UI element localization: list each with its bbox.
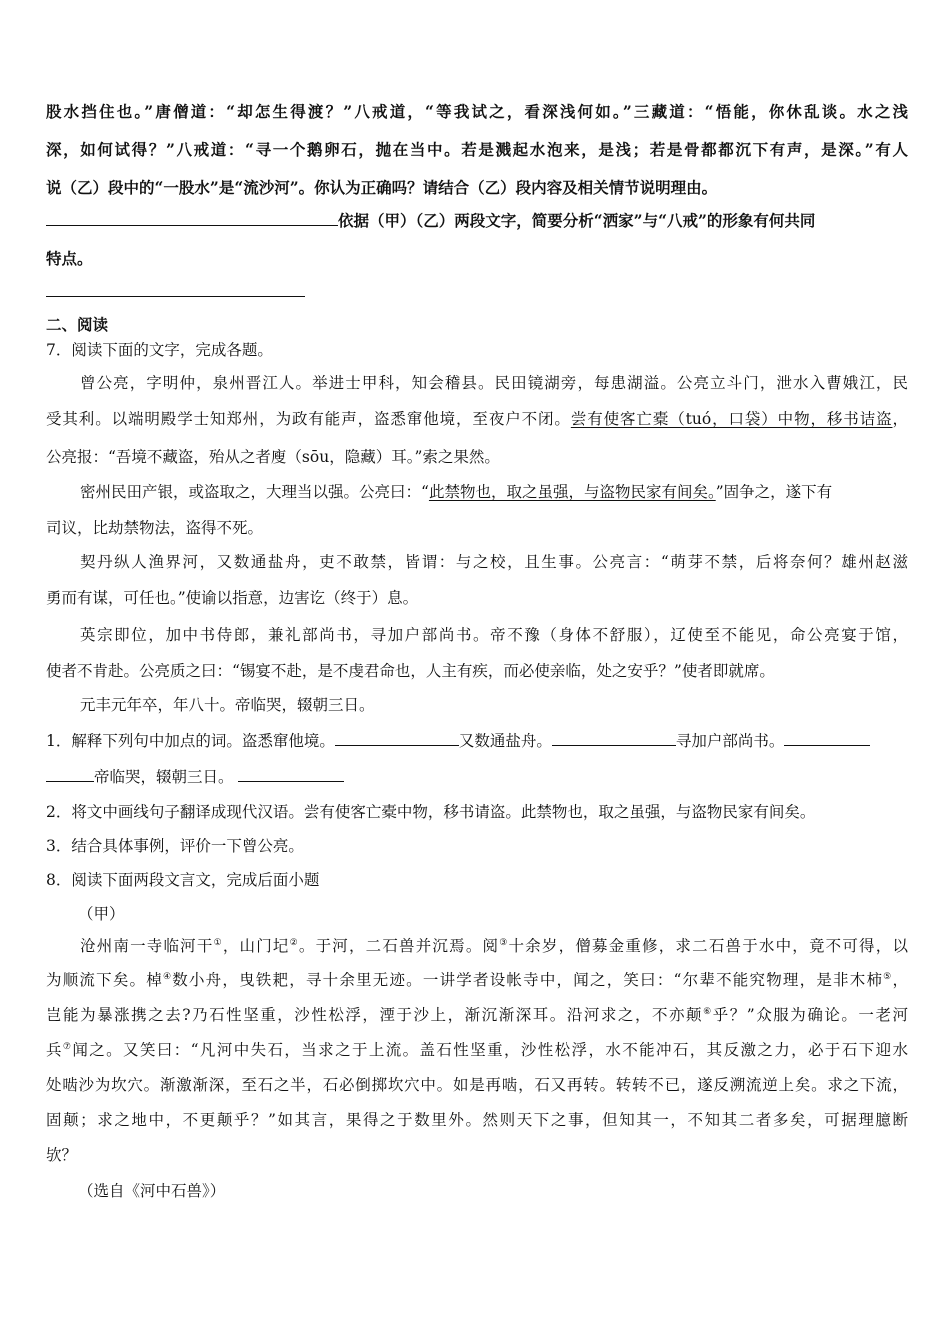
underlined-sentence: 此禁物也，取之虽强，与盗物民家有间矣。	[428, 483, 716, 501]
underlined-sentence: 尝有使客亡橐（tuó，口袋）中物，移书诘盗	[570, 410, 893, 428]
subquestion-3: 3．结合具体事例，评价一下曾公亮。	[46, 837, 304, 855]
passage-line	[46, 969, 908, 991]
passage-text: 沧州南一寺临河干	[80, 937, 214, 955]
passage-line: 司议，比劫禁物法，盗得不死。	[46, 519, 264, 537]
passage-text: 受其利。以端明殿学士知郑州，为政有能声，盗悉窜他境，至夜户不闭。	[46, 410, 571, 428]
footnote-marker: ④	[162, 971, 173, 982]
answer-blank[interactable]	[335, 729, 459, 746]
passage-text: 十余岁，僧募金重修，求二石兽于水中，竟不可得，以	[508, 937, 908, 955]
passage-text: 兵	[46, 1041, 63, 1059]
answer-blank[interactable]	[552, 729, 676, 746]
passage-text: 乎？”众服为确论。一老河	[712, 1006, 908, 1024]
footnote-marker: ②	[289, 937, 299, 948]
passage-text: 密州民田产银，或盗取之，大理当以强。公亮曰：“	[80, 483, 429, 501]
question-text: 寻加户部尚书。	[675, 732, 785, 750]
passage-line: 固颠；求之地中，不更颠乎？”如其言，果得之于数里外。然则天下之事，但知其一，不知其二者多矣，可据理臆断	[46, 1111, 908, 1129]
passage-line: 英宗即位，加中书侍郎，兼礼部尚书，寻加户部尚书。帝不豫（身体不舒服），辽使至不能见，命公亮宴于馆，	[80, 626, 908, 644]
text-line: 股水挡住也。”唐僧道：“却怎生得渡？”八戒道，“等我试之，看深浅何如。”三藏道：“悟能，你休乱谈。水之浅	[46, 102, 908, 121]
text-line: 说（乙）段中的“一股水”是“流沙河”。你认为正确吗？请结合（乙）段内容及相关情节说明理由。	[46, 178, 718, 197]
passage-line	[46, 408, 908, 430]
passage-text: 闻之。又笑曰：“凡河中失石，当求之于上流。盖石性坚重，沙性松浮，水不能冲石，其反激之力，必于石下迎水	[72, 1041, 908, 1059]
passage-text: ，	[892, 410, 908, 428]
section-heading: 二、阅读	[46, 315, 109, 334]
passage-text: 岂能为暴涨携之去?乃石性坚重，沙性松浮，湮于沙上，渐沉渐深耳。沿河求之，不亦颠	[46, 1006, 704, 1024]
passage-text: 为顺流下矣。棹	[46, 971, 163, 989]
answer-blank[interactable]	[46, 209, 338, 226]
passage-text: ”固争之，遂下有	[715, 483, 833, 501]
footnote-marker: ③	[499, 937, 509, 948]
passage-text: ，山门圮	[222, 937, 290, 955]
passage-line: 处啮沙为坎穴。渐激渐深，至石之半，石必倒掷坎穴中。如是再啮，石又再转。转转不已，遂反溯流逆上矣。求之下流，	[46, 1076, 908, 1094]
question-text: 又数通盐舟。	[458, 732, 552, 750]
passage-text: 数小舟，曳铁耙，寻十余里无迹。一讲学者设帐寺中，闻之，笑曰：“尔辈不能究物理，是非木柿	[172, 971, 884, 989]
passage-line: 元丰元年卒，年八十。帝临哭，辍朝三日。	[80, 696, 375, 714]
answer-blank[interactable]	[238, 765, 344, 782]
source-citation: （选自《河中石兽》）	[78, 1182, 226, 1200]
passage-line: 勇而有谋，可任也。”使谕以指意，边害讫（终于）息。	[46, 589, 419, 607]
question-intro: 8．阅读下面两段文言文，完成后面小题	[46, 871, 320, 889]
footnote-marker: ⑥	[703, 1006, 713, 1017]
answer-blank[interactable]	[46, 765, 94, 782]
passage-line: 使者不肯赴。公亮质之曰：“锡宴不赴，是不虔君命也，人主有疾，而必使亲临，处之安乎？”使者即就席。	[46, 662, 775, 680]
footnote-marker: ⑤	[883, 971, 893, 982]
passage-text: 。于河，二石兽并沉焉。阅	[298, 937, 500, 955]
text-line: 特点。	[46, 249, 93, 268]
passage-line	[46, 1039, 908, 1061]
passage-label: （甲）	[78, 905, 125, 923]
passage-line: 曾公亮，字明仲，泉州晋江人。举进士甲科，知会稽县。民田镜湖旁，每患湖溢。公亮立斗门，泄水入曹娥江，民	[80, 374, 908, 392]
passage-line: 契丹纵人渔界河，又数通盐舟，吏不敢禁，皆谓：与之校，且生事。公亮言：“萌芽不禁，后将奈何？雄州赵滋	[80, 553, 908, 571]
passage-line	[80, 935, 908, 957]
passage-line	[46, 1004, 908, 1026]
footnote-marker: ①	[213, 937, 223, 948]
question-text: 依据（甲）（乙）两段文字，简要分析“洒家”与“八戒”的形象有何共同	[338, 211, 816, 230]
passage-text: ，	[892, 971, 908, 989]
question-line	[46, 209, 908, 232]
subquestion-1-cont	[46, 765, 908, 788]
passage-line: 欤？	[46, 1146, 78, 1164]
answer-blank[interactable]	[784, 729, 870, 746]
passage-line	[80, 481, 908, 503]
subquestion-1	[46, 729, 908, 752]
footnote-marker: ⑦	[62, 1041, 73, 1052]
question-intro: 7．阅读下面的文字，完成各题。	[46, 341, 273, 359]
answer-blank[interactable]	[46, 296, 305, 297]
passage-line: 公亮报：“吾境不藏盗，殆从之者廋（sōu，隐藏）耳。”索之果然。	[46, 448, 500, 466]
text-line: 深，如何试得？”八戒道：“寻一个鹅卵石，抛在当中。若是溅起水泡来，是浅；若是骨都都沉下有声，是深。”有人	[46, 140, 908, 159]
question-text: 1．解释下列句中加点的词。盗悉窜他境。	[46, 732, 335, 750]
subquestion-2: 2．将文中画线句子翻译成现代汉语。尝有使客亡橐中物，移书请盗。此禁物也，取之虽强，与盗物民家有间矣。	[46, 803, 816, 821]
question-text: 帝临哭，辍朝三日。	[94, 768, 234, 786]
